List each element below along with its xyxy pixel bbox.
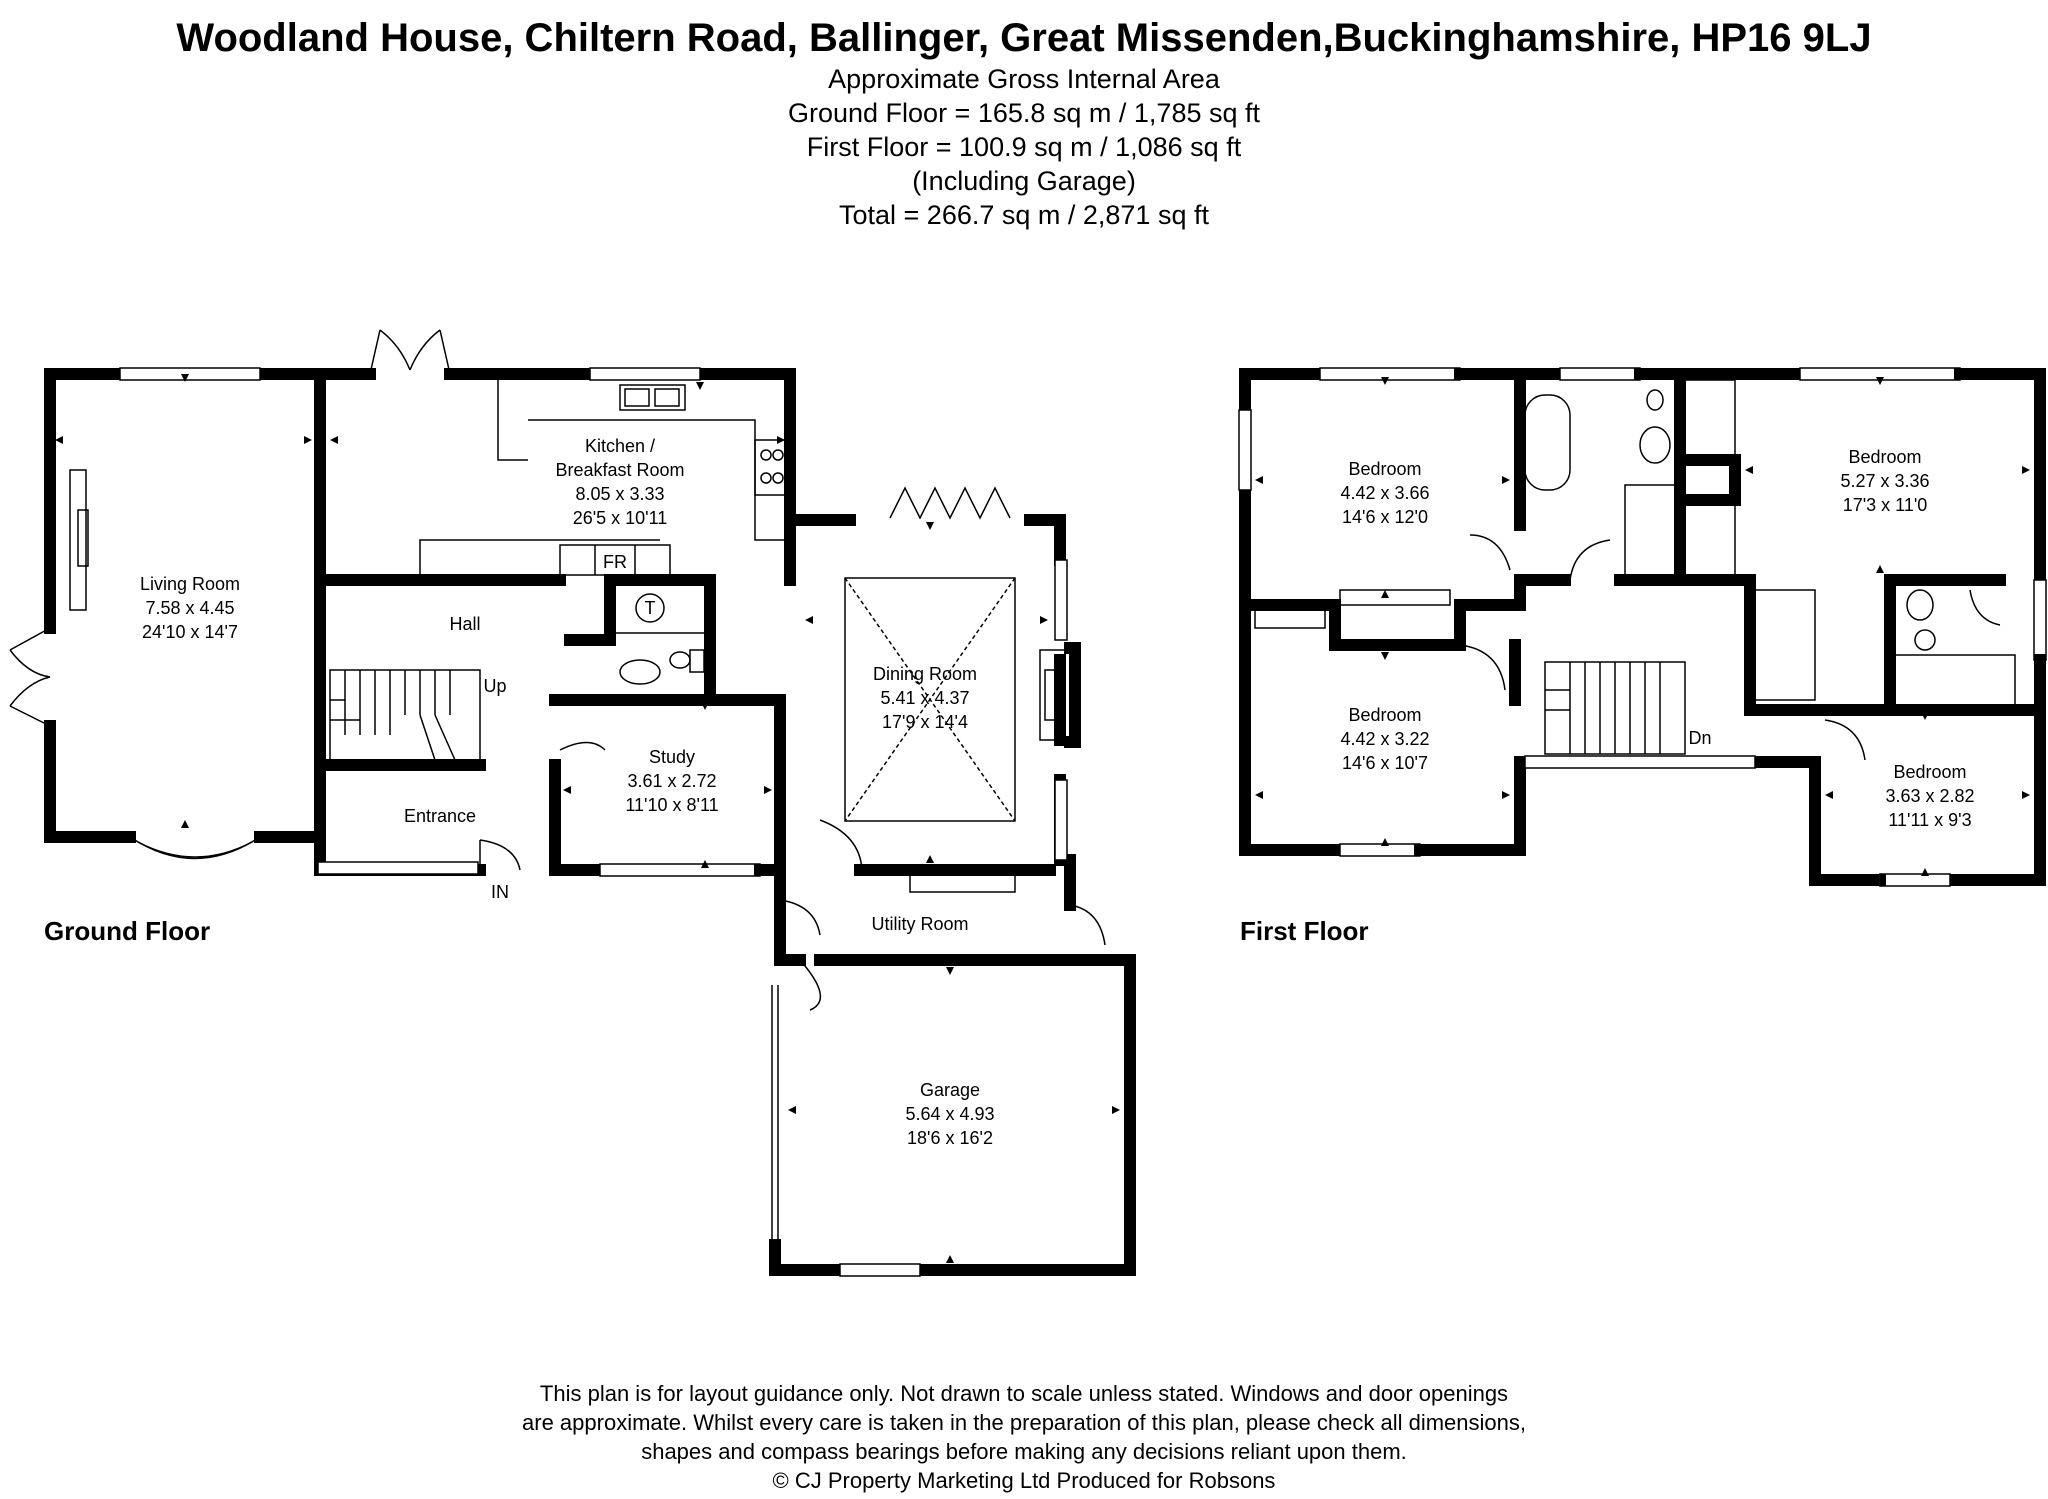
first-floor-area: First Floor = 100.9 sq m / 1,086 sq ft	[806, 132, 1242, 162]
area-heading: Approximate Gross Internal Area	[828, 64, 1220, 94]
dining-room-imperial: 17'9 x 14'4	[882, 712, 968, 732]
total-area: Total = 266.7 sq m / 2,871 sq ft	[839, 200, 1209, 230]
hall-name: Hall	[449, 614, 481, 634]
ground-staircase	[330, 670, 480, 760]
tank-label: T	[644, 598, 656, 618]
disclaimer-line-1: This plan is for layout guidance only. Not drawn to scale unless stated. Windows and door openings	[539, 1381, 1509, 1406]
first-floor-outer-walls	[1239, 368, 2046, 886]
disclaimer-line-2: are approximate. Whilst every care is taken in the preparation of this plan, please check all dimensions,	[522, 1410, 1526, 1435]
garage-imperial: 18'6 x 16'2	[907, 1128, 993, 1148]
property-address-title: Woodland House, Chiltern Road, Ballinger, Great Missenden,Buckinghamshire, HP16 9LJ	[176, 16, 1872, 60]
bedroom-3-name: Bedroom	[1348, 705, 1422, 725]
bedroom-2-name: Bedroom	[1848, 447, 1922, 467]
bedroom-1-imperial: 14'6 x 12'0	[1342, 507, 1428, 527]
study-imperial: 11'10 x 8'11	[625, 795, 719, 815]
living-room-metric: 7.58 x 4.45	[145, 598, 235, 618]
ground-floor-labels	[44, 436, 995, 1148]
stairs-up-label: Up	[483, 676, 507, 696]
disclaimer-footer	[0, 1379, 2048, 1495]
kitchen-name-line2: Breakfast Room	[555, 460, 685, 480]
kitchen-metric: 8.05 x 3.33	[575, 484, 665, 504]
garage-metric: 5.64 x 4.93	[905, 1104, 995, 1124]
study-name: Study	[648, 747, 696, 767]
fridge-label: FR	[603, 552, 627, 572]
bedroom-2-imperial: 17'3 x 11'0	[1842, 495, 1928, 515]
study-metric: 3.61 x 2.72	[627, 771, 717, 791]
stairs-down-label: Dn	[1688, 728, 1712, 748]
disclaimer-line-3: shapes and compass bearings before making any decisions reliant upon them.	[641, 1439, 1407, 1464]
bedroom-4-imperial: 11'11 x 9'3	[1888, 810, 1972, 830]
first-floor-label: First Floor	[1240, 916, 1369, 946]
garage-note: (Including Garage)	[912, 166, 1136, 196]
copyright-line: © CJ Property Marketing Ltd Produced for Robsons	[772, 1468, 1276, 1493]
bedroom-3-metric: 4.42 x 3.22	[1340, 729, 1430, 749]
first-floor-staircase	[1545, 662, 1685, 754]
dining-room-name: Dining Room	[872, 664, 978, 684]
entry-label: IN	[491, 882, 509, 902]
first-floor-internal-walls	[1245, 374, 2040, 760]
kitchen-walls	[320, 330, 810, 580]
bedroom-4-metric: 3.63 x 2.82	[1885, 786, 1975, 806]
bedroom-3-imperial: 14'6 x 10'7	[1342, 753, 1428, 773]
ground-floor-area: Ground Floor = 165.8 sq m / 1,785 sq ft	[787, 98, 1260, 128]
first-floor-labels	[1240, 447, 1975, 946]
bedroom-4-name: Bedroom	[1893, 762, 1967, 782]
garage-name: Garage	[919, 1080, 981, 1100]
entrance-name: Entrance	[403, 806, 477, 826]
bedroom-1-name: Bedroom	[1348, 459, 1422, 479]
bedroom-1-metric: 4.42 x 3.66	[1340, 483, 1430, 503]
utility-room-name: Utility Room	[871, 914, 969, 934]
living-room-imperial: 24'10 x 14'7	[142, 622, 238, 642]
ground-floor-label: Ground Floor	[44, 916, 211, 946]
kitchen-imperial: 26'5 x 10'11	[572, 508, 668, 528]
first-floor-plan	[1239, 368, 2046, 886]
bedroom-2-metric: 5.27 x 3.36	[1840, 471, 1930, 491]
dining-room-metric: 5.41 x 4.37	[880, 688, 970, 708]
kitchen-name: Kitchen /	[584, 436, 656, 456]
living-room-name: Living Room	[139, 574, 241, 594]
